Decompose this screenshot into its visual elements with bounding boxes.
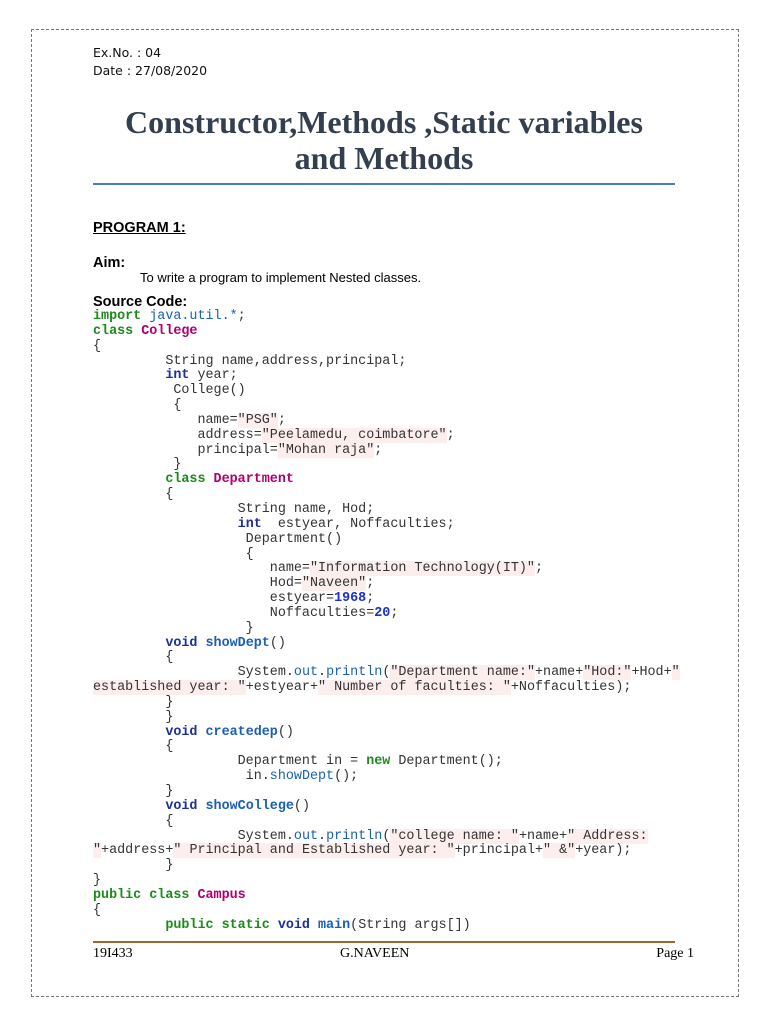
code-token: "Mohan raja"	[277, 442, 375, 458]
code-token: (	[382, 665, 391, 681]
code-token: class	[165, 472, 214, 488]
code-token: +name+	[518, 828, 568, 844]
title-line-1: Constructor,Methods ,Static variables	[125, 104, 643, 140]
code-token: name=	[93, 561, 310, 577]
code-token	[93, 368, 165, 383]
code-token: College	[141, 323, 198, 339]
code-token: {	[93, 398, 182, 414]
code-line	[93, 889, 680, 904]
code-token: +year);	[575, 843, 632, 859]
code-token: "Information Technology(IT)"	[309, 561, 535, 577]
code-token: ;	[366, 576, 375, 592]
code-token: 1968	[334, 591, 367, 607]
code-token: Department in =	[93, 754, 367, 770]
code-token: ;	[374, 442, 383, 458]
title-divider	[93, 183, 675, 185]
code-token: in.	[93, 769, 270, 785]
code-token	[93, 918, 165, 933]
code-token	[93, 636, 165, 651]
code-token: " Number of faculties: "	[318, 680, 511, 696]
code-token: main	[318, 917, 351, 933]
code-token: String name, Hod;	[93, 501, 375, 517]
code-line	[93, 800, 680, 815]
code-line	[93, 503, 680, 518]
footer-page-number: Page 1	[656, 946, 694, 961]
footer-roll-number: 19I433	[93, 946, 133, 961]
code-token: }	[93, 457, 182, 473]
code-token: }	[93, 873, 102, 889]
date: Date : 27/08/2020	[93, 63, 208, 78]
code-token: void	[165, 798, 206, 814]
aim-label: Aim:	[93, 255, 126, 271]
code-token: public class	[93, 887, 198, 903]
code-line	[93, 340, 680, 355]
code-token	[93, 472, 165, 487]
page-title	[93, 104, 675, 176]
code-token: {	[93, 546, 254, 562]
code-line	[93, 369, 680, 384]
code-token: showDept	[269, 769, 335, 785]
code-token: established year: "	[93, 680, 246, 696]
code-token: ()	[293, 798, 310, 814]
footer-author: G.NAVEEN	[340, 946, 410, 961]
code-line	[93, 414, 680, 429]
code-token: public static	[165, 917, 278, 933]
footer-divider	[93, 941, 675, 943]
code-token: {	[93, 739, 174, 755]
code-token: " Principal and Established year: "	[173, 843, 455, 859]
code-token: createdep	[205, 724, 278, 740]
code-token: int	[237, 516, 262, 532]
code-token: "Peelamedu, coimbatore"	[261, 427, 447, 443]
code-token: }	[93, 709, 174, 725]
code-token: estyear=	[93, 591, 335, 607]
code-token: address=	[93, 427, 262, 443]
code-token: Department()	[93, 531, 343, 547]
code-line	[93, 384, 680, 399]
code-token: ;	[390, 605, 399, 621]
code-line	[93, 310, 680, 325]
code-line	[93, 681, 680, 696]
source-code-label: Source Code:	[93, 294, 188, 310]
code-line	[93, 755, 680, 770]
code-token: +Hod+	[631, 665, 672, 681]
code-token: Hod=	[93, 576, 302, 592]
code-token: java.util.*	[149, 309, 238, 324]
code-token: ;	[237, 309, 246, 324]
code-token: "	[671, 665, 680, 681]
code-token	[93, 725, 165, 740]
code-token: System.	[93, 828, 294, 844]
code-token: year;	[189, 368, 238, 384]
code-token: .	[318, 828, 327, 844]
code-line	[93, 548, 680, 563]
code-token: .	[318, 665, 327, 681]
code-token: ;	[277, 412, 286, 428]
code-line	[93, 399, 680, 414]
code-token: " Address:	[567, 828, 648, 844]
code-token: {	[93, 650, 174, 666]
code-line	[93, 844, 680, 859]
code-line	[93, 473, 680, 488]
code-token: class	[93, 323, 142, 339]
code-token: College()	[93, 383, 246, 399]
code-line	[93, 740, 680, 755]
code-line	[93, 711, 680, 726]
code-token: {	[93, 338, 102, 354]
code-token: "Department name:"	[390, 665, 536, 681]
code-token	[93, 799, 165, 814]
code-token: int	[165, 368, 190, 384]
code-token: showCollege	[205, 798, 294, 814]
code-line	[93, 518, 680, 533]
code-token: void	[165, 635, 206, 651]
code-token: out	[293, 828, 319, 844]
code-token: }	[93, 620, 254, 636]
code-token: }	[93, 858, 174, 874]
code-line	[93, 696, 680, 711]
code-line	[93, 533, 680, 548]
code-line	[93, 637, 680, 652]
code-token: void	[165, 724, 206, 740]
code-token: {	[93, 902, 102, 918]
code-token: }	[93, 694, 174, 710]
code-token: "Hod:"	[583, 665, 632, 681]
code-token: +address+	[101, 843, 174, 859]
code-token: (String args[])	[350, 917, 471, 933]
code-token: ;	[446, 427, 455, 443]
code-line	[93, 919, 680, 934]
code-token: "college name: "	[390, 828, 519, 844]
code-line	[93, 770, 680, 785]
exercise-number: Ex.No. : 04	[93, 45, 162, 60]
code-line	[93, 444, 680, 459]
source-code	[93, 310, 680, 933]
code-token	[93, 517, 238, 532]
code-token: " &"	[543, 843, 576, 859]
code-token: +estyear+	[245, 680, 319, 696]
code-line	[93, 830, 680, 845]
code-line	[93, 815, 680, 830]
code-line	[93, 355, 680, 370]
code-line	[93, 458, 680, 473]
title-line-2: and Methods	[294, 140, 474, 176]
code-line	[93, 562, 680, 577]
code-token: "PSG"	[237, 412, 278, 428]
code-token: "	[93, 843, 102, 859]
code-line	[93, 488, 680, 503]
code-token: estyear, Noffaculties;	[261, 516, 455, 532]
code-token: new	[366, 754, 391, 770]
code-token: }	[93, 784, 174, 799]
code-token: principal=	[93, 442, 278, 458]
code-token: println	[326, 665, 383, 681]
code-token: showDept	[205, 635, 270, 651]
code-line	[93, 874, 680, 889]
code-token: (	[382, 828, 391, 844]
code-line	[93, 904, 680, 919]
aim-text: To write a program to implement Nested classes.	[140, 270, 422, 285]
code-line	[93, 859, 680, 874]
code-token: out	[293, 665, 319, 681]
code-token: Campus	[197, 887, 246, 903]
code-token: System.	[93, 665, 294, 681]
code-token: ()	[277, 724, 294, 740]
code-line	[93, 325, 680, 340]
code-line	[93, 607, 680, 622]
code-line	[93, 666, 680, 681]
code-token: ;	[366, 591, 375, 607]
code-token: Department	[213, 472, 294, 488]
code-token: ();	[334, 769, 359, 785]
code-token: ()	[269, 635, 286, 651]
code-token: +name+	[535, 665, 584, 681]
code-token: Department();	[390, 754, 503, 770]
code-line	[93, 592, 680, 607]
program-heading: PROGRAM 1:	[93, 220, 186, 236]
code-line	[93, 622, 680, 637]
code-token: import	[93, 309, 150, 324]
code-line	[93, 577, 680, 592]
code-token: void	[277, 917, 319, 933]
code-token: name=	[93, 412, 238, 428]
code-line	[93, 429, 680, 444]
code-token: 20	[374, 605, 391, 621]
code-token: Noffaculties=	[93, 605, 375, 621]
code-token: {	[93, 813, 174, 829]
code-line	[93, 726, 680, 741]
code-token: String name,address,principal;	[93, 353, 407, 369]
code-line	[93, 651, 680, 666]
code-token: ;	[534, 561, 544, 577]
code-token: {	[93, 487, 174, 503]
code-token: println	[326, 828, 383, 844]
code-token: +principal+	[454, 843, 544, 859]
code-token: +Noffaculties);	[510, 680, 632, 696]
code-token: "Naveen"	[301, 576, 367, 592]
code-line	[93, 785, 680, 800]
